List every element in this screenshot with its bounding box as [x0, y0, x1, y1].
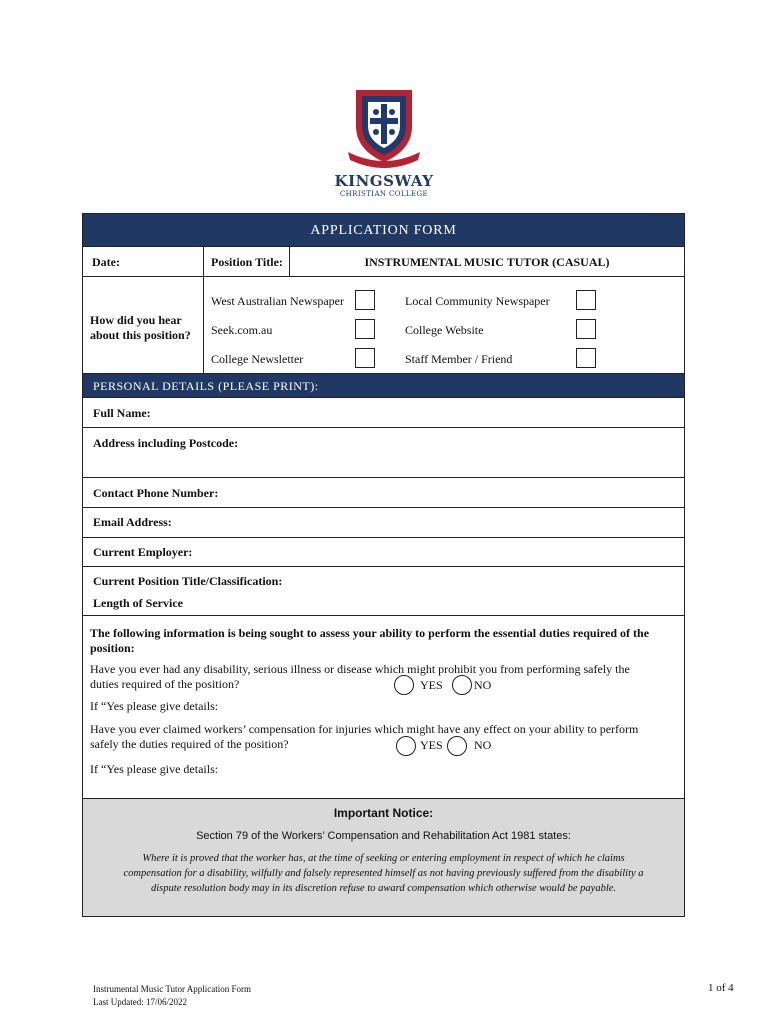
position-classification-field[interactable]	[83, 567, 684, 616]
college-name: KINGSWAY	[334, 172, 434, 190]
personal-details-header: PERSONAL DETAILS (PLEASE PRINT):	[83, 374, 684, 398]
medical-questions	[83, 616, 684, 799]
position-classification-label: Current Position Title/Classification:	[93, 574, 283, 588]
question-disability	[90, 662, 630, 692]
disability-details-label: If “Yes please give details:	[90, 699, 219, 713]
footer-last-updated: Last Updated: 17/06/2022	[93, 997, 187, 1007]
duties-intro-line1: The following information is being sought to assess your ability to perform the essential duties required of the	[90, 626, 650, 640]
workers-comp-details-label: If “Yes please give details:	[90, 762, 219, 776]
checkbox-staff-member[interactable]	[576, 348, 596, 368]
notice-quote-line1: Where it is proved that the worker has, at the time of seeking or entering employment in respect of which he claims	[142, 853, 625, 864]
position-title-cell	[203, 247, 289, 276]
option-label-college-website: College Website	[405, 323, 484, 337]
current-employer-field[interactable]	[83, 538, 684, 567]
checkbox-local-community[interactable]	[576, 290, 596, 310]
date-label: Date:	[92, 255, 120, 269]
disability-yes-label: YES	[420, 678, 443, 692]
important-notice	[83, 799, 684, 916]
workers-comp-no-label: NO	[474, 738, 492, 752]
question-workers-comp	[90, 722, 638, 752]
email-field[interactable]	[83, 508, 684, 538]
full-name-label: Full Name:	[93, 406, 151, 420]
how-did-you-hear-label	[90, 313, 191, 343]
full-name-field[interactable]	[83, 398, 684, 428]
workers-comp-yes-label: YES	[420, 738, 443, 752]
college-logo	[328, 86, 440, 204]
position-title-value-cell	[289, 247, 684, 276]
phone-field[interactable]	[83, 478, 684, 508]
address-label: Address including Postcode:	[93, 436, 239, 450]
how-did-you-hear-row	[83, 277, 684, 374]
option-label-college-newsletter: College Newsletter	[211, 352, 304, 366]
notice-section: Section 79 of the Workers’ Compensation and Rehabilitation Act 1981 states:	[196, 830, 571, 842]
form-title: APPLICATION FORM	[83, 214, 684, 247]
question-workers-comp-line2: safely the duties required of the position?	[90, 737, 289, 751]
application-form	[82, 213, 685, 917]
checkbox-college-website[interactable]	[576, 319, 596, 339]
question-workers-comp-line1: Have you ever claimed workers’ compensation for injuries which might have any effect on your ability to perform	[90, 722, 639, 736]
notice-quote-line2: compensation for a disability, wilfully and falsely represented himself as not having previously suffered from the disability a	[123, 868, 644, 879]
disability-no-label: NO	[474, 678, 492, 692]
position-row	[83, 247, 684, 277]
position-title-value: INSTRUMENTAL MUSIC TUTOR (CASUAL)	[364, 255, 610, 269]
option-label-local-community: Local Community Newspaper	[405, 294, 550, 308]
question-disability-line2: duties required of the position?	[90, 677, 240, 691]
source-options	[203, 277, 684, 373]
phone-label: Contact Phone Number:	[93, 486, 219, 500]
duties-intro-line2: position:	[90, 641, 135, 655]
college-subtitle: CHRISTIAN COLLEGE	[339, 190, 429, 198]
option-label-seek: Seek.com.au	[211, 323, 273, 337]
page-number: 1 of 4	[708, 982, 734, 994]
workers-comp-no-radio[interactable]	[447, 736, 467, 756]
length-of-service-label: Length of Service	[93, 596, 183, 610]
notice-heading: Important Notice:	[333, 806, 434, 820]
how-did-you-hear-label-line1: How did you hear	[90, 313, 182, 327]
current-employer-label: Current Employer:	[93, 545, 193, 559]
email-label: Email Address:	[93, 515, 172, 529]
option-label-west-australian: West Australian Newspaper	[211, 294, 344, 308]
checkbox-west-australian[interactable]	[355, 290, 375, 310]
duties-intro	[90, 626, 649, 656]
notice-quote-line3: dispute resolution body may in its discretion refuse to award compensation which otherwise would be payable.	[150, 883, 617, 894]
checkbox-college-newsletter[interactable]	[355, 348, 375, 368]
footer-info	[93, 983, 251, 1009]
how-did-you-hear-label-line2: about this position?	[90, 328, 191, 342]
notice-quote	[91, 851, 676, 896]
footer-doc-title: Instrumental Music Tutor Application Form	[93, 984, 252, 994]
workers-comp-yes-radio[interactable]	[396, 736, 416, 756]
disability-yes-radio[interactable]	[394, 675, 414, 695]
position-title-label: Position Title:	[211, 255, 283, 269]
address-field[interactable]	[83, 428, 684, 478]
checkbox-seek[interactable]	[355, 319, 375, 339]
question-disability-line1: Have you ever had any disability, serious illness or disease which might prohibit you from performing safely the	[90, 662, 630, 676]
option-label-staff-member: Staff Member / Friend	[405, 352, 513, 366]
college-crest-icon	[328, 86, 440, 172]
disability-no-radio[interactable]	[452, 675, 472, 695]
